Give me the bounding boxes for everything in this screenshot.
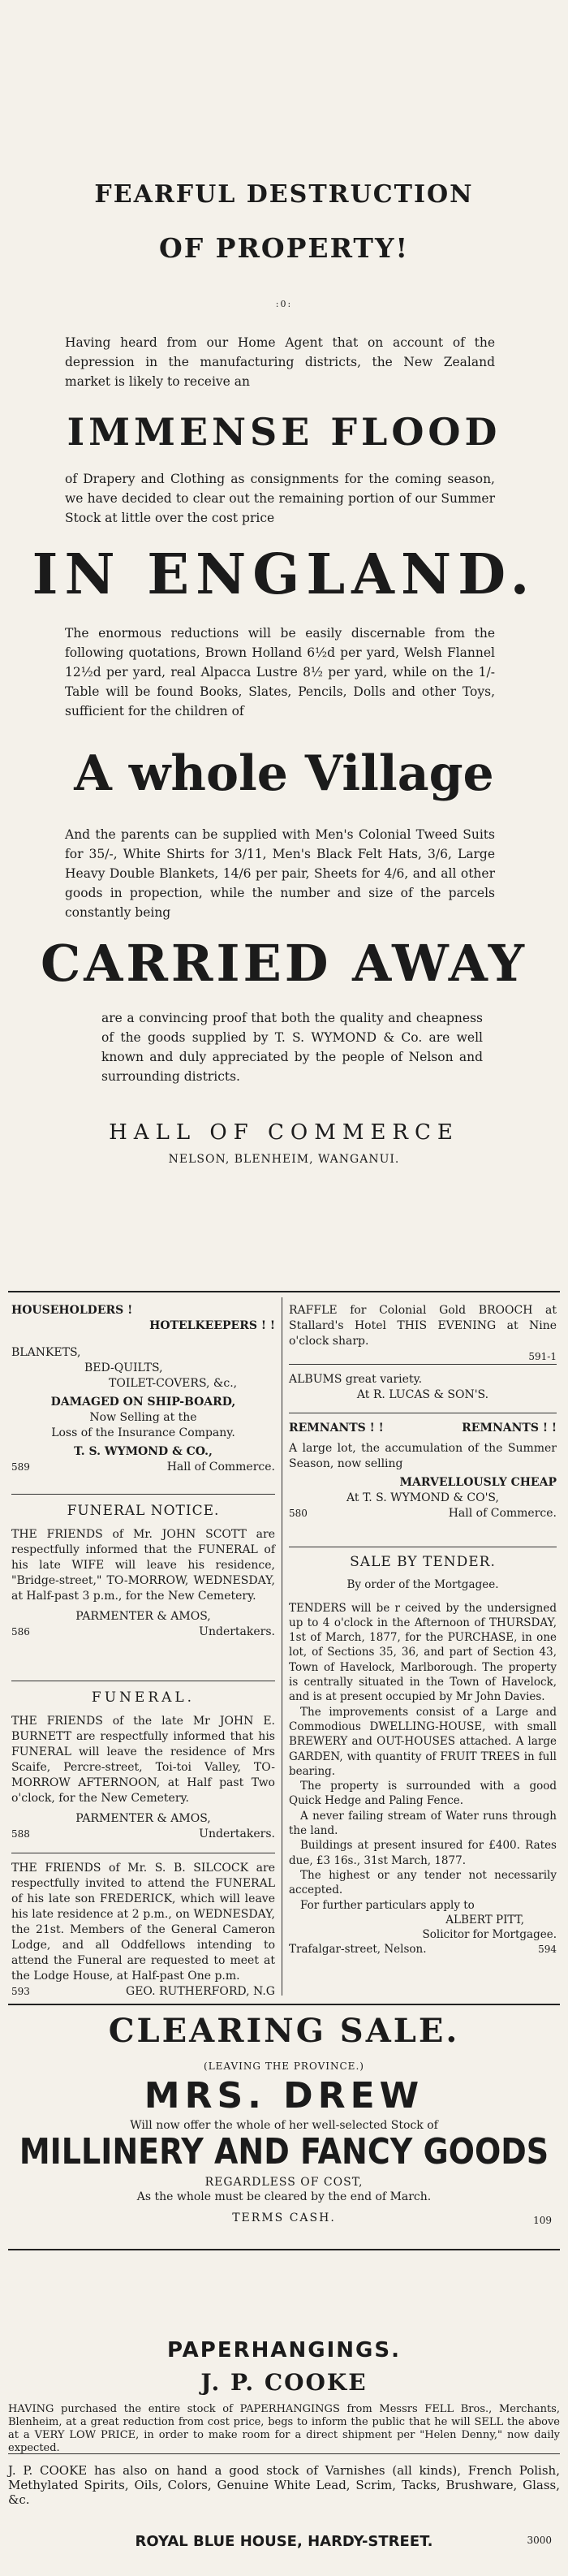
towns: NELSON, BLENHEIM, WANGANUI. — [168, 1153, 400, 1166]
hall-line: Hall of Commerce. — [166, 1461, 275, 1474]
village-text: And the parents can be supplied with Men's Colonial Tweed Suits for 35/-, White Shirts for 3/11, Men's Black Felt Hats, 3/6, Large Heavy Double Blankets, 14/6 per pair, Sheets for 4/6, and all other goods in propection, while the number and size of the parcels constantly being — [65, 827, 495, 920]
royal-blue-house: ROYAL BLUE HOUSE, HARDY-STREET. — [135, 2533, 433, 2550]
undertakers-role: Undertakers. — [199, 1827, 275, 1840]
solicitor-role: Solicitor for Mortgagee. — [422, 1928, 557, 1942]
selling-line: Now Selling at the — [89, 1411, 197, 1424]
tender-text-4: A never failing stream of Water runs through the land. — [289, 1809, 557, 1838]
hotelkeepers-title: HOTELKEEPERS ! ! — [149, 1319, 275, 1332]
ad-number: 588 — [11, 1828, 30, 1840]
tender-text-3: The property is surrounded with a good Quick Hedge and Paling Fence. — [289, 1780, 557, 1808]
remnants-ad — [289, 1421, 557, 1521]
albums-ad — [289, 1372, 557, 1403]
ad-number: 589 — [11, 1461, 30, 1473]
remnants-text: A large lot, the accumulation of the Summer Season, now selling — [289, 1442, 557, 1470]
divider-clearing — [8, 2004, 560, 2005]
blankets-line: BLANKETS, — [11, 1346, 81, 1359]
undertakers-firm: PARMENTER & AMOS, — [75, 1812, 211, 1825]
ad-number: 593 — [11, 1986, 30, 1997]
albert-pitt: ALBERT PITT, — [445, 1913, 524, 1927]
householders-title: HOUSEHOLDERS ! — [11, 1304, 133, 1317]
tender-title: SALE BY TENDER. — [350, 1554, 496, 1570]
jp-cooke: J. P. COOKE — [200, 2369, 368, 2396]
headline-in-england: IN ENGLAND. — [32, 542, 536, 607]
ad-number: 109 — [533, 2215, 552, 2226]
regardless-of-cost: REGARDLESS OF COST, — [204, 2176, 364, 2189]
divider-main — [8, 1291, 560, 1292]
ad-number: 586 — [11, 1626, 30, 1638]
headline-immense-flood: IMMENSE FLOOD — [67, 410, 501, 454]
tender-ad — [289, 1555, 557, 1957]
albums-text: ALBUMS great variety. — [289, 1373, 423, 1386]
funeral-notice-1 — [11, 1504, 275, 1640]
cleared-by-march: As the whole must be cleared by the end of March. — [136, 2190, 432, 2203]
leaving-province: (LEAVING THE PROVINCE.) — [204, 2060, 364, 2072]
paper-text: HAVING purchased the entire stock of PAPERHANGINGS from Messrs FELL Bros., Merchants, Blenheim, at a great reduction from cost price, begs to inform the public that he will SELL the above at a VERY LOW PRICE, in order to make room for a direct shipment per "Helen Denny," now daily expected. — [8, 2403, 560, 2454]
flood-text: of Drapery and Clothing as consignments for the coming season, we have decided to clear out the remaining portion of our Summer Stock at little over the cost price — [65, 472, 495, 525]
millinery-goods: MILLINERY AND FANCY GOODS — [19, 2130, 549, 2173]
paperhangings-title: PAPERHANGINGS. — [167, 2338, 401, 2362]
silcock-text: THE FRIENDS of Mr. S. B. SILCOCK are respectfully invited to attend the FUNERAL of his late son FREDERICK, which will leave his late residence at 2 p.m., on WEDNESDAY, the 21st. Members of the General Cameron Lodge, and all Oddfellows intending to attend the Funeral are requested to meet at the Lodge House, at Half-past One p.m. — [11, 1862, 275, 1983]
mrs-drew: MRS. DREW — [144, 2075, 424, 2116]
householders-ad — [11, 1303, 275, 1475]
headline-of-property: OF PROPERTY! — [158, 232, 410, 264]
funeral-notice-title: FUNERAL NOTICE. — [67, 1503, 220, 1519]
divider-paper-2 — [8, 2453, 560, 2454]
undertakers-firm: PARMENTER & AMOS, — [75, 1610, 211, 1623]
funeral-notice-3 — [11, 1861, 275, 2000]
undertakers-role: Undertakers. — [199, 1625, 275, 1638]
wymond-line: T. S. WYMOND & CO., — [74, 1445, 213, 1458]
tender-text-6: The highest or any tender not necessarily accepted. — [289, 1868, 557, 1897]
ad-number: 591-1 — [528, 1351, 557, 1362]
tender-text-1: TENDERS will be r ceived by the undersigned up to 4 o'clock in the Afternoon of THURSDAY, 1st of March, 1877, for the PURCHASE, in one lot, of Sections 35, 36, and part of Section 43, Town of Havelock, Marlborough. The property is centrally situated in the Town of Havelock, and is at present occupied by Mr John Davies. — [289, 1601, 557, 1704]
intro-text: Having heard from our Home Agent that on account of the depression in the manufacturing districts, the New Zealand market is likely to receive an — [65, 335, 495, 389]
divider-l1 — [11, 1494, 275, 1495]
tender-text-5: Buildings at present insured for £400. Rates due, £3 16s., 31st March, 1877. — [289, 1839, 557, 1867]
ad-number: 3000 — [527, 2535, 552, 2546]
offer-text: Will now offer the whole of her well-selected Stock of — [130, 2119, 438, 2132]
wymond-line: At T. S. WYMOND & CO'S, — [346, 1491, 499, 1504]
funeral-notice-text: THE FRIENDS of Mr. JOHN SCOTT are respectfully informed that the FUNERAL of his late WIFE will leave his residence, "Bridge-street," TO-MORROW, WEDNESDAY, at Half-past 3 p.m., for the New Cemetery. — [11, 1528, 275, 1603]
ad-number: 594 — [538, 1944, 557, 1956]
headline-carried-away: CARRIED AWAY — [40, 934, 528, 993]
ad-number: 580 — [289, 1508, 308, 1519]
funeral-text: THE FRIENDS of the late Mr JOHN E. BURNETT are respectfully informed that his FUNERAL will leave the residence of Mrs Scaife, Percre-street, Toi-toi Valley, TO-MORROW AFTERNOON, at Half past Two o'clock, for the New Cemetery. — [11, 1715, 275, 1805]
damaged-line: DAMAGED ON SHIP-BOARD, — [50, 1396, 236, 1409]
rutherford-sign: GEO. RUTHERFORD, N.G — [126, 1985, 275, 1998]
headline-whole-village: A whole Village — [74, 745, 494, 802]
terms-cash: TERMS CASH. — [232, 2211, 336, 2224]
funeral-title: FUNERAL. — [91, 1689, 196, 1706]
raffle-ad — [289, 1303, 557, 1365]
funeral-notice-2 — [11, 1690, 275, 1842]
albums-sign: At R. LUCAS & SON'S. — [356, 1388, 489, 1401]
tender-address: Trafalgar-street, Nelson. — [289, 1943, 427, 1957]
headline-fearful: FEARFUL DESTRUCTION — [94, 180, 474, 209]
divider-r1 — [289, 1364, 557, 1365]
toilet-covers-line: TOILET-COVERS, &c., — [109, 1377, 238, 1390]
raffle-text: RAFFLE for Colonial Gold BROOCH at Stallard's Hotel THIS EVENING at Nine o'clock sharp. — [289, 1304, 557, 1348]
england-text: The enormous reductions will be easily discernable from the following quotations, Brown Holland 6½d per yard, Welsh Flannel 12½d per yard, real Alpacca Lustre 8½ per yard, while on the 1/- Table will be found Books, Slates, Pencils, Dolls and other Toys, sufficient for the children of — [65, 626, 495, 718]
hall-line: Hall of Commerce. — [448, 1507, 557, 1520]
paper-text-2: J. P. COOKE has also on hand a good stock of Varnishes (all kinds), French Polish, Methylated Spirits, Oils, Colors, Genuine White Lead, Scrim, Tacks, Brushware, Glass, &c. — [8, 2463, 560, 2507]
remnants-title-1: REMNANTS ! ! — [289, 1422, 384, 1435]
tender-by-order: By order of the Mortgagee. — [346, 1578, 499, 1592]
hall-of-commerce: HALL OF COMMERCE — [109, 1120, 459, 1145]
tender-text-7: For further particulars apply to — [300, 1898, 475, 1912]
carried-text: are a convincing proof that both the quality and cheapness of the goods supplied by T. S. WYMOND & Co. are well known and duly appreciated by the people of Nelson and surrounding districts. — [101, 1011, 483, 1084]
divider-paper — [8, 2249, 560, 2250]
clearing-title: CLEARING SALE. — [108, 2012, 460, 2050]
tender-text-2: The improvements consist of a Large and Commodious DWELLING-HOUSE, with small BREWERY and OUT-HOUSES attached. A large GARDEN, with quantity of FRUIT TREES in full bearing. — [289, 1705, 557, 1778]
remnants-title-2: REMNANTS ! ! — [462, 1422, 557, 1435]
separator: :0: — [275, 299, 293, 309]
loss-line: Loss of the Insurance Company. — [51, 1426, 235, 1439]
bed-quilts-line: BED-QUILTS, — [84, 1361, 163, 1374]
marvellously-cheap: MARVELLOUSLY CHEAP — [399, 1476, 557, 1489]
